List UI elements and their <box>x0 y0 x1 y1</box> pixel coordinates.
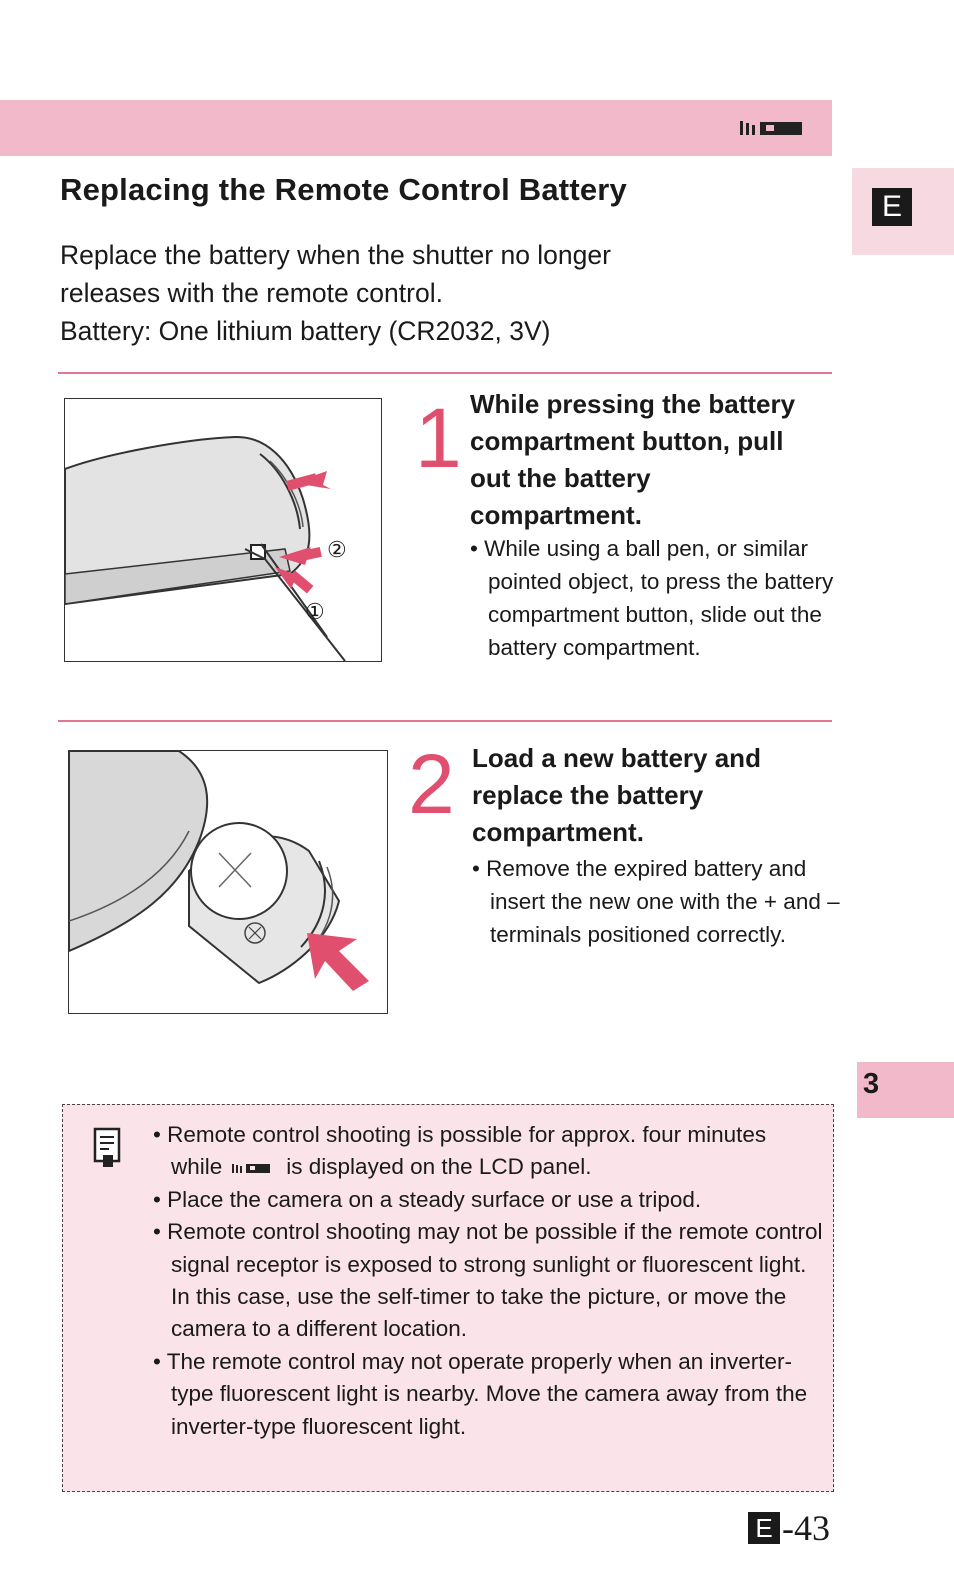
header-band <box>0 100 832 156</box>
note-item: • Remote control shooting may not be possible if the remote control signal receptor is exposed to strong sunlight or fluorescent light. In this case, use the self-timer to take the picture, or move the camera to a different location. <box>153 1219 823 1342</box>
callout-2: ② <box>327 537 347 562</box>
note-item-text: is displayed on the LCD panel. <box>286 1154 592 1180</box>
chapter-tab-label: 3 <box>863 1068 880 1100</box>
remote-control-indicator-icon <box>740 117 816 137</box>
intro-text <box>60 236 800 350</box>
step-1-title: While pressing the battery compartment button, pull out the battery compartment. <box>470 389 796 530</box>
battery-compartment-drawing <box>69 751 387 1013</box>
note-item-text: • Remote control shooting is possible for approx. four minutes while <box>153 1122 767 1180</box>
page-number-text: -43 <box>782 1508 830 1548</box>
step-1-number: 1 <box>415 391 462 485</box>
callout-1: ① <box>305 599 325 624</box>
remote-control-indicator-icon <box>232 1162 276 1174</box>
language-tab-label: E <box>872 188 912 226</box>
intro-line: Battery: One lithium battery (CR2032, 3V) <box>60 316 551 346</box>
language-tab <box>852 168 954 255</box>
step-1-illustration <box>64 398 382 662</box>
intro-line: Replace the battery when the shutter no longer <box>60 240 611 270</box>
memo-note-icon <box>93 1127 123 1171</box>
page-section-badge: E <box>748 1512 780 1544</box>
step-2-title: Load a new battery and replace the battery compartment. <box>472 743 761 847</box>
step-2-number: 2 <box>408 737 455 831</box>
section-divider <box>58 372 832 374</box>
step-2-description: • Remove the expired battery and insert the new one with the + and – terminals positioned correctly. <box>472 856 840 947</box>
step-2-illustration <box>68 750 388 1014</box>
intro-line: releases with the remote control. <box>60 278 443 308</box>
note-item: • The remote control may not operate properly when an inverter-type fluorescent light is nearby. Move the camera away from the inverter-type fluorescent light. <box>153 1348 808 1439</box>
step-1-description: • While using a ball pen, or similar pointed object, to press the battery compartment button, slide out the battery compartment. <box>470 536 834 660</box>
notes-list <box>153 1119 823 1443</box>
remote-control-drawing <box>65 399 381 661</box>
chapter-tab <box>857 1062 954 1118</box>
section-divider <box>58 720 832 722</box>
note-item: • Place the camera on a steady surface or use a tripod. <box>153 1186 702 1212</box>
notes-box <box>62 1104 834 1492</box>
note-item <box>153 1119 823 1184</box>
page-title: Replacing the Remote Control Battery <box>60 172 628 207</box>
